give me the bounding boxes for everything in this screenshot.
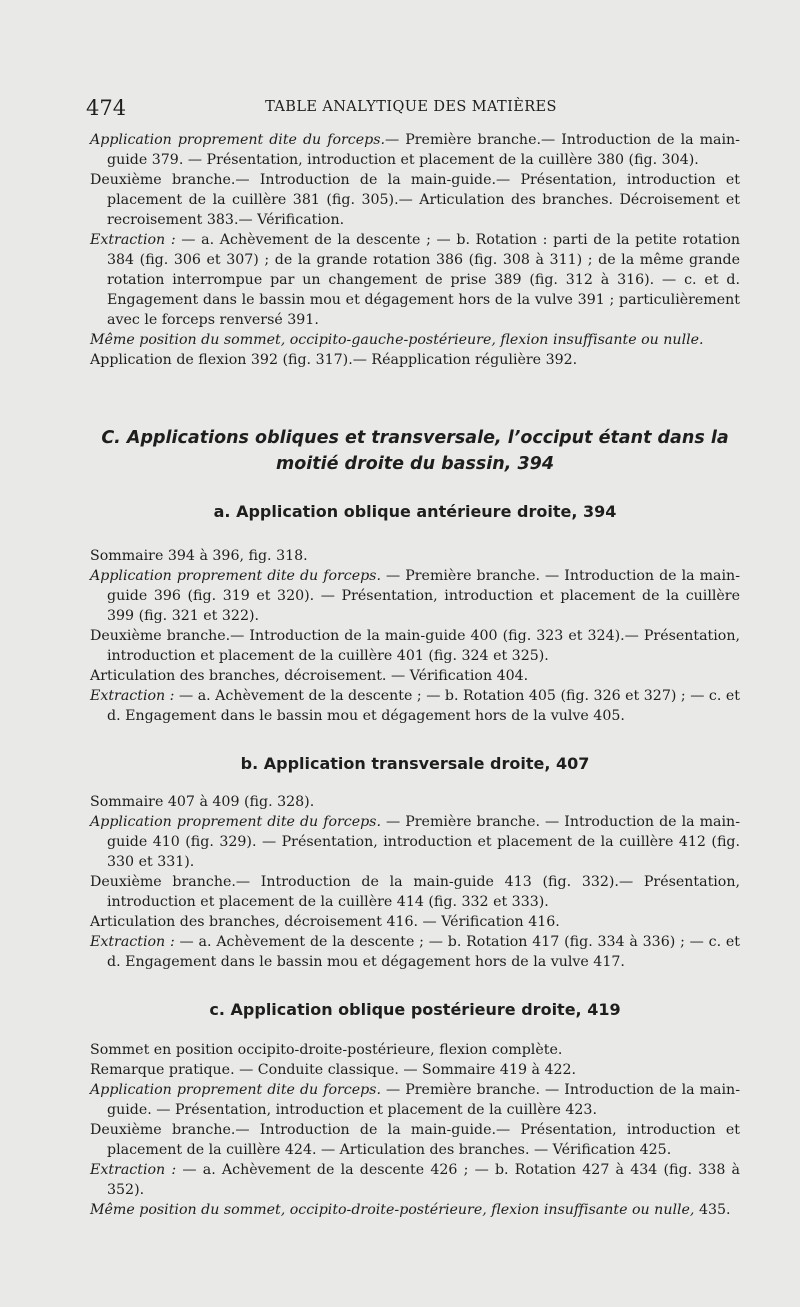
entry-articulation: Articulation des branches, décroisement 416. — Vérification 416. xyxy=(90,914,560,930)
entry-deuxieme-branche: Deuxième branche.— Introduction de la main-guide 400 (fig. 323 et 324).— Présentation, introduction et placement de la cuillère 401 (fig. 324 et 325). xyxy=(90,628,740,664)
subsection-b-body xyxy=(90,792,740,972)
entry-sommet: Sommet en position occipito-droite-postérieure, flexion complète. xyxy=(90,1042,563,1058)
top-entries xyxy=(90,130,740,370)
entry-extraction: Extraction : — a. Achèvement de la descente ; — b. Rotation : parti de la petite rotation 384 (fig. 306 et 307) ; de la grande rotation 386 (fig. 308 à 311) ; de la même grande rotation interrompue par un changement de prise 389 (fig. 312 à 316). — c. et d. Engagement dans le bassin mou et dégagement hors de la vulve 391 ; particulièrement avec le forceps renversé 391. xyxy=(90,232,741,328)
entry-meme-position: Même position du sommet, occipito-gauche-postérieure, flexion insuffisante ou nulle. xyxy=(90,332,704,348)
entry-extraction: Extraction : — a. Achèvement de la descente ; — b. Rotation 405 (fig. 326 et 327) ; — c. et d. Engagement dans le bassin mou et dégagement hors de la vulve 405. xyxy=(90,688,740,724)
entry-articulation: Articulation des branches, décroisement. — Vérification 404. xyxy=(90,668,529,684)
subsection-a-body xyxy=(90,546,740,726)
entry-sommaire: Sommaire 407 à 409 (fig. 328). xyxy=(90,794,315,810)
section-c-heading: C. Applications obliques et transversale, l’occiput étant dans la moitié droite du bassin, 394 xyxy=(101,428,729,474)
subsection-c-body xyxy=(90,1040,740,1220)
entry-application: Application proprement dite du forceps. — Première branche. — Introduction de la main-guide 410 (fig. 329). — Présentation, introduction et placement de la cuillère 412 (fig. 330 et 331). xyxy=(90,814,740,870)
entry-application: Application proprement dite du forceps. — Première branche. — Introduction de la main-guide 396 (fig. 319 et 320). — Présentation, introduction et placement de la cuillère 399 (fig. 321 et 322). xyxy=(90,568,740,624)
subsection-a-heading: a. Application oblique antérieure droite, 394 xyxy=(213,502,617,521)
running-title: TABLE ANALYTIQUE DES MATIÈRES xyxy=(265,99,557,115)
entry-deuxieme-branche: Deuxième branche.— Introduction de la main-guide.— Présentation, introduction et placement de la cuillère 381 (fig. 305).— Articulation des branches. Décroisement et recroisement 383.— Vérification. xyxy=(90,172,740,228)
subsection-c-heading: c. Application oblique postérieure droite, 419 xyxy=(209,1000,621,1019)
entry-application: Application proprement dite du forceps. — Première branche. — Introduction de la main-guide. — Présentation, introduction et placement de la cuillère 423. xyxy=(90,1082,740,1118)
entry-deuxieme-branche: Deuxième branche.— Introduction de la main-guide 413 (fig. 332).— Présentation, introduction et placement de la cuillère 414 (fig. 332 et 333). xyxy=(90,874,740,910)
entry-meme-position: Même position du sommet, occipito-droite-postérieure, flexion insuffisante ou nulle, 435. xyxy=(90,1202,731,1218)
entry-deuxieme-branche: Deuxième branche.— Introduction de la main-guide.— Présentation, introduction et placement de la cuillère 424. — Articulation des branches. — Vérification 425. xyxy=(90,1122,740,1158)
page-header xyxy=(86,96,736,124)
entry-extraction: Extraction : — a. Achèvement de la descente 426 ; — b. Rotation 427 à 434 (fig. 338 à 352). xyxy=(90,1162,741,1198)
entry-extraction: Extraction : — a. Achèvement de la descente ; — b. Rotation 417 (fig. 334 à 336) ; — c. et d. Engagement dans le bassin mou et dégagement hors de la vulve 417. xyxy=(90,934,740,970)
page-number: 474 xyxy=(86,96,127,120)
entry-remarque: Remarque pratique. — Conduite classique. — Sommaire 419 à 422. xyxy=(90,1062,577,1078)
entry-application-flexion: Application de flexion 392 (fig. 317).— Réapplication régulière 392. xyxy=(90,352,578,368)
subsection-b-heading: b. Application transversale droite, 407 xyxy=(240,754,590,773)
entry-application: Application proprement dite du forceps.— Première branche.— Introduction de la main-guide 379. — Présentation, introduction et placement de la cuillère 380 (fig. 304). xyxy=(90,132,740,168)
entry-sommaire: Sommaire 394 à 396, fig. 318. xyxy=(90,548,308,564)
